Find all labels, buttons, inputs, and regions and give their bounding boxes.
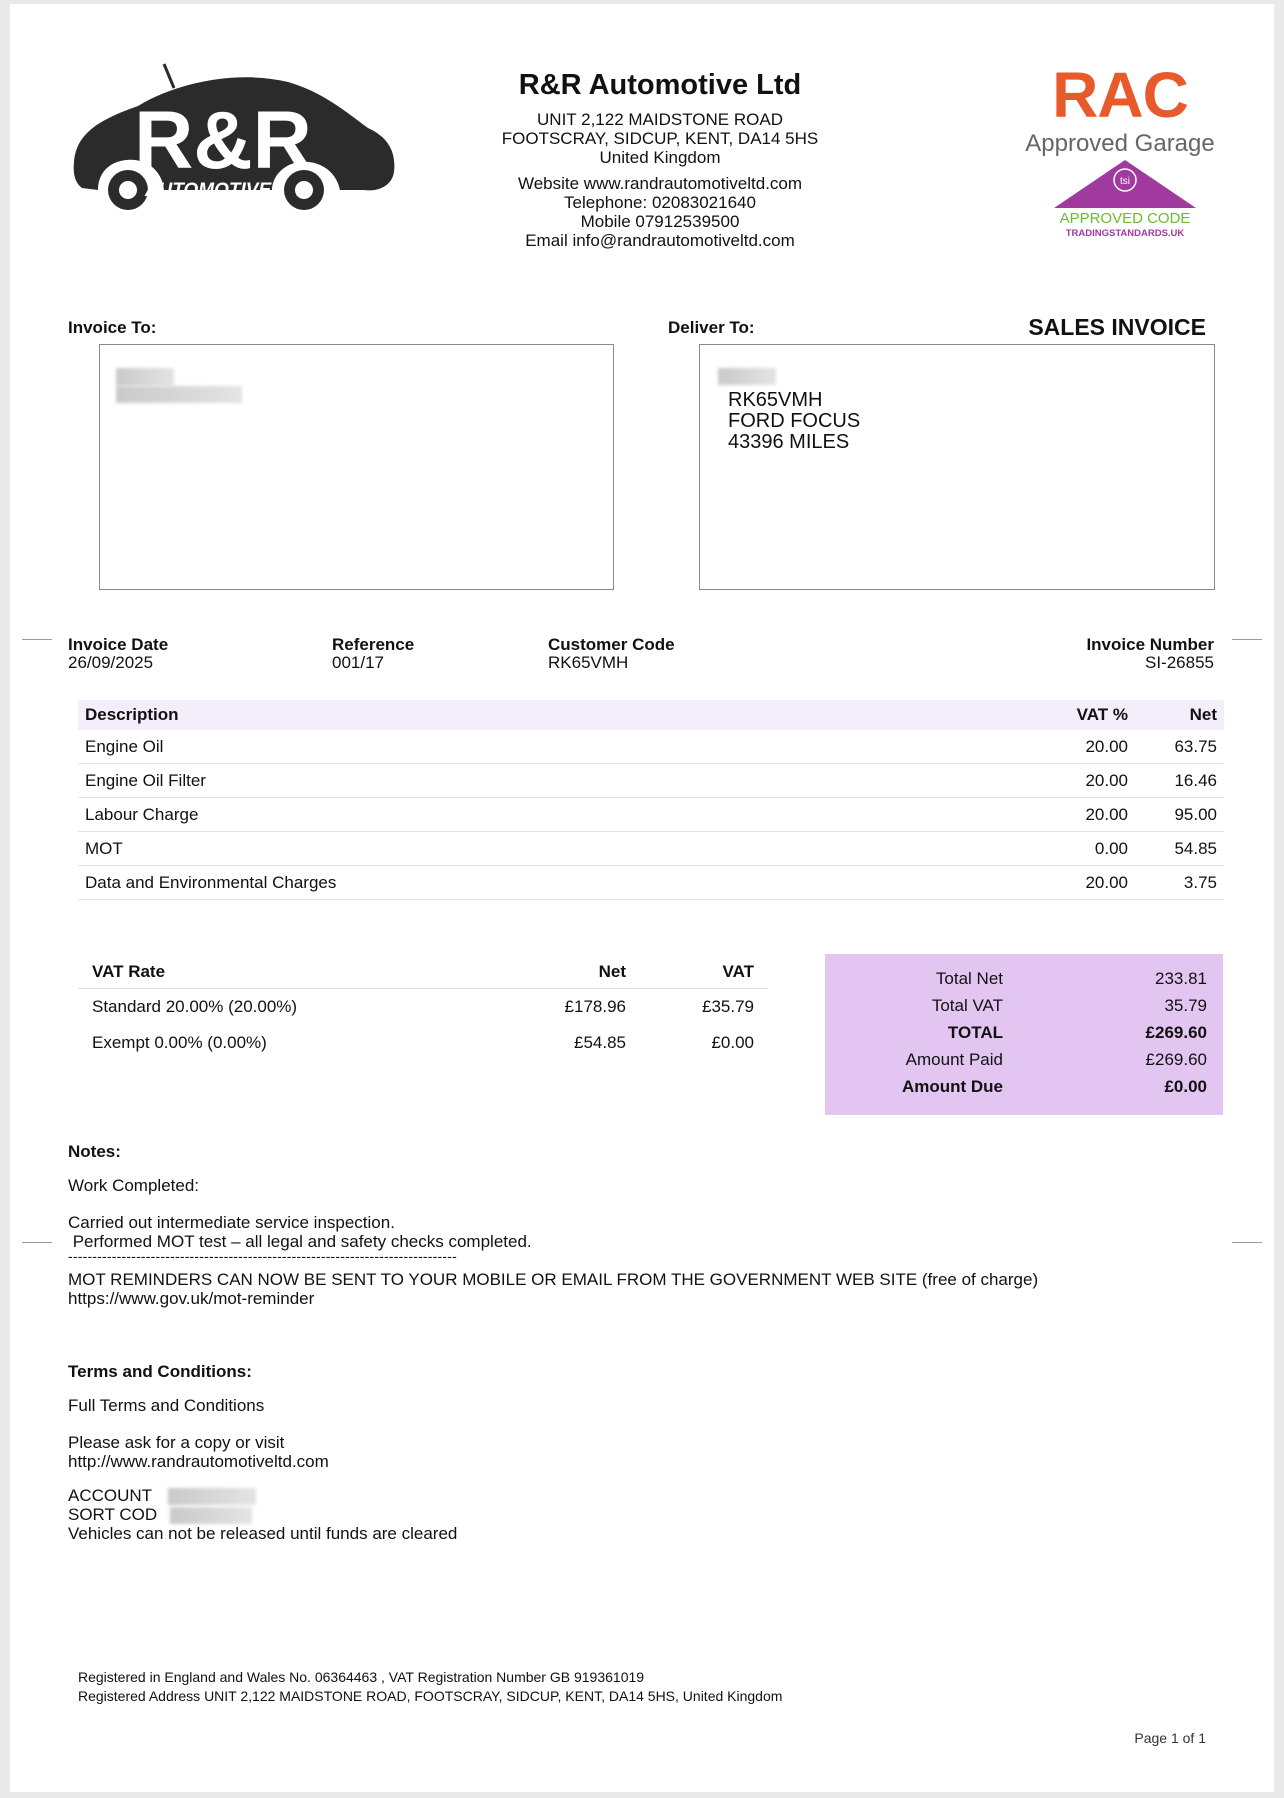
table-row [78, 1025, 768, 1061]
vat-net: £178.96 [564, 997, 626, 1016]
vehicle-model: FORD FOCUS [728, 410, 861, 432]
company-website: Website www.randrautomotiveltd.com [517, 174, 803, 193]
account-label: ACCOUNT [68, 1486, 153, 1505]
table-row [78, 798, 1224, 832]
item-net: 95.00 [1135, 798, 1224, 832]
registration-footer [78, 1668, 782, 1706]
table-row [78, 866, 1224, 900]
item-description: Engine Oil [78, 730, 1031, 764]
notes-heading: Notes: [68, 1142, 121, 1161]
release-notice: Vehicles can not be released until funds are cleared [68, 1524, 458, 1543]
amount-paid-value: £269.60 [1145, 1050, 1207, 1069]
column-header-vat-rate: VAT Rate [78, 956, 492, 989]
customer-code-label: Customer Code [548, 635, 675, 654]
amount-due-value: £0.00 [1164, 1077, 1207, 1096]
item-net: 63.75 [1135, 730, 1224, 764]
reference [332, 636, 414, 672]
notes-line-2: Performed MOT test – all legal and safety checks completed. [68, 1232, 532, 1251]
mot-reminder-url: https://www.gov.uk/mot-reminder [68, 1289, 315, 1308]
tsi-line-2: TRADINGSTANDARDS.UK [1065, 228, 1185, 239]
column-header-vat: VAT [640, 956, 768, 989]
deliver-to-details [728, 390, 860, 453]
company-mobile: Mobile 07912539500 [580, 212, 740, 231]
vehicle-mileage: 43396 MILES [728, 431, 850, 453]
grand-total-label: TOTAL [947, 1023, 1003, 1042]
terms-heading: Terms and Conditions: [68, 1362, 252, 1381]
amount-due-row [825, 1077, 1223, 1104]
notes-line-1: Carried out intermediate service inspection. [68, 1213, 395, 1232]
table-row [78, 730, 1224, 764]
item-description: Engine Oil Filter [78, 764, 1031, 798]
table-row [78, 764, 1224, 798]
company-telephone: Telephone: 02083021640 [564, 193, 756, 212]
total-net-row [825, 969, 1223, 996]
column-header-description: Description [78, 700, 1031, 730]
deliver-to-label: Deliver To: [668, 318, 755, 337]
amount-due-label: Amount Due [901, 1077, 1003, 1096]
invoice-number-label: Invoice Number [1086, 635, 1214, 654]
address-line-2: FOOTSCRAY, SIDCUP, KENT, DA14 5HS [501, 129, 819, 148]
amount-paid-label: Amount Paid [905, 1050, 1003, 1069]
item-net: 3.75 [1135, 866, 1224, 900]
terms-full: Full Terms and Conditions [68, 1396, 265, 1415]
item-description: Labour Charge [78, 798, 1031, 832]
invoice-to-label: Invoice To: [68, 318, 157, 337]
item-vat: 20.00 [1031, 764, 1135, 798]
sort-code-label: SORT COD [68, 1505, 158, 1524]
tsi-line-1: APPROVED CODE [1059, 210, 1191, 227]
vat-amount: £35.79 [702, 997, 754, 1016]
column-header-vat: VAT % [1031, 700, 1135, 730]
amount-paid-row [825, 1050, 1223, 1077]
table-row [78, 832, 1224, 866]
invoice-page [10, 4, 1274, 1792]
total-vat-label: Total VAT [931, 996, 1003, 1015]
redacted-sort-code [170, 1507, 252, 1524]
invoice-date-label: Invoice Date [68, 635, 169, 654]
item-vat: 20.00 [1031, 798, 1135, 832]
column-header-net: Net [1135, 700, 1224, 730]
company-header [430, 66, 890, 250]
company-logo [68, 62, 398, 222]
vat-rate: Standard 20.00% (20.00%) [92, 997, 298, 1016]
vat-net: £54.85 [574, 1033, 626, 1052]
rac-approved-badge [1015, 59, 1225, 158]
item-vat: 20.00 [1031, 730, 1135, 764]
totals-panel [825, 954, 1223, 1115]
item-net: 54.85 [1135, 832, 1224, 866]
vat-amount: £0.00 [711, 1033, 754, 1052]
fold-mark [22, 1242, 52, 1243]
logo-wordmark: AUTOMOTIVE [144, 180, 272, 201]
fold-mark [1232, 1242, 1262, 1243]
table-header-row [78, 700, 1224, 730]
address-line-1: UNIT 2,122 MAIDSTONE ROAD [537, 110, 783, 129]
customer-code [548, 636, 675, 672]
table-header-row [78, 956, 768, 989]
reference-value: 001/17 [332, 653, 384, 672]
notes-work-completed: Work Completed: [68, 1176, 200, 1195]
company-email: Email info@randrautomotiveltd.com [525, 231, 795, 250]
item-vat: 0.00 [1031, 832, 1135, 866]
item-vat: 20.00 [1031, 866, 1135, 900]
notes-divider: -------------------------------------------------------------------------------- [68, 1248, 457, 1264]
total-vat-row [825, 996, 1223, 1023]
redacted-name [718, 368, 776, 385]
item-description: MOT [78, 832, 1031, 866]
terms-ask: Please ask for a copy or visit [68, 1433, 285, 1452]
rac-subtitle: Approved Garage [1025, 130, 1215, 157]
tsi-approved-code-logo [1050, 156, 1200, 256]
registration-line-2: Registered Address UNIT 2,122 MAIDSTONE ROAD, FOOTSCRAY, SIDCUP, KENT, DA14 5HS, United Kingdom [78, 1688, 783, 1704]
deliver-to-box [699, 344, 1215, 590]
registration-line-1: Registered in England and Wales No. 06364463 , VAT Registration Number GB 919361019 [78, 1669, 645, 1685]
redacted-account [168, 1488, 256, 1505]
invoice-number-value: SI-26855 [1145, 653, 1214, 672]
item-description: Data and Environmental Charges [78, 866, 1031, 900]
total-vat-value: 35.79 [1164, 996, 1207, 1015]
fold-mark [22, 639, 52, 640]
logo-ltd: LTD [296, 188, 313, 198]
reference-label: Reference [332, 635, 415, 654]
address-country: United Kingdom [599, 148, 721, 167]
grand-total-row [825, 1023, 1223, 1050]
tsi-mark: tsi [1120, 176, 1130, 187]
invoice-to-box [99, 344, 614, 590]
column-header-net: Net [492, 956, 640, 989]
invoice-date-value: 26/09/2025 [68, 653, 154, 672]
grand-total-value: £269.60 [1145, 1023, 1207, 1042]
mot-reminder-text: MOT REMINDERS CAN NOW BE SENT TO YOUR MOBILE OR EMAIL FROM THE GOVERNMENT WEB SITE (free of charge) [68, 1270, 1039, 1289]
redacted-name [116, 368, 174, 386]
redacted-address [116, 386, 242, 403]
customer-code-value: RK65VMH [548, 653, 629, 672]
invoice-number [1086, 636, 1214, 672]
company-name: R&R Automotive Ltd [518, 69, 802, 101]
invoice-date [68, 636, 168, 672]
page-number: Page 1 of 1 [1134, 1730, 1206, 1746]
vehicle-registration: RK65VMH [728, 389, 823, 411]
total-net-label: Total Net [935, 969, 1003, 988]
document-title: SALES INVOICE [1028, 314, 1206, 340]
rac-wordmark: RAC [1052, 59, 1188, 131]
logo-initials: R&R [134, 95, 312, 186]
table-row [78, 989, 768, 1026]
vat-summary-table [78, 956, 768, 1061]
total-net-value: 233.81 [1155, 969, 1207, 988]
terms-url: http://www.randrautomotiveltd.com [68, 1452, 329, 1471]
vat-rate: Exempt 0.00% (0.00%) [92, 1033, 267, 1052]
item-net: 16.46 [1135, 764, 1224, 798]
line-items-table [78, 700, 1224, 900]
fold-mark [1232, 639, 1262, 640]
